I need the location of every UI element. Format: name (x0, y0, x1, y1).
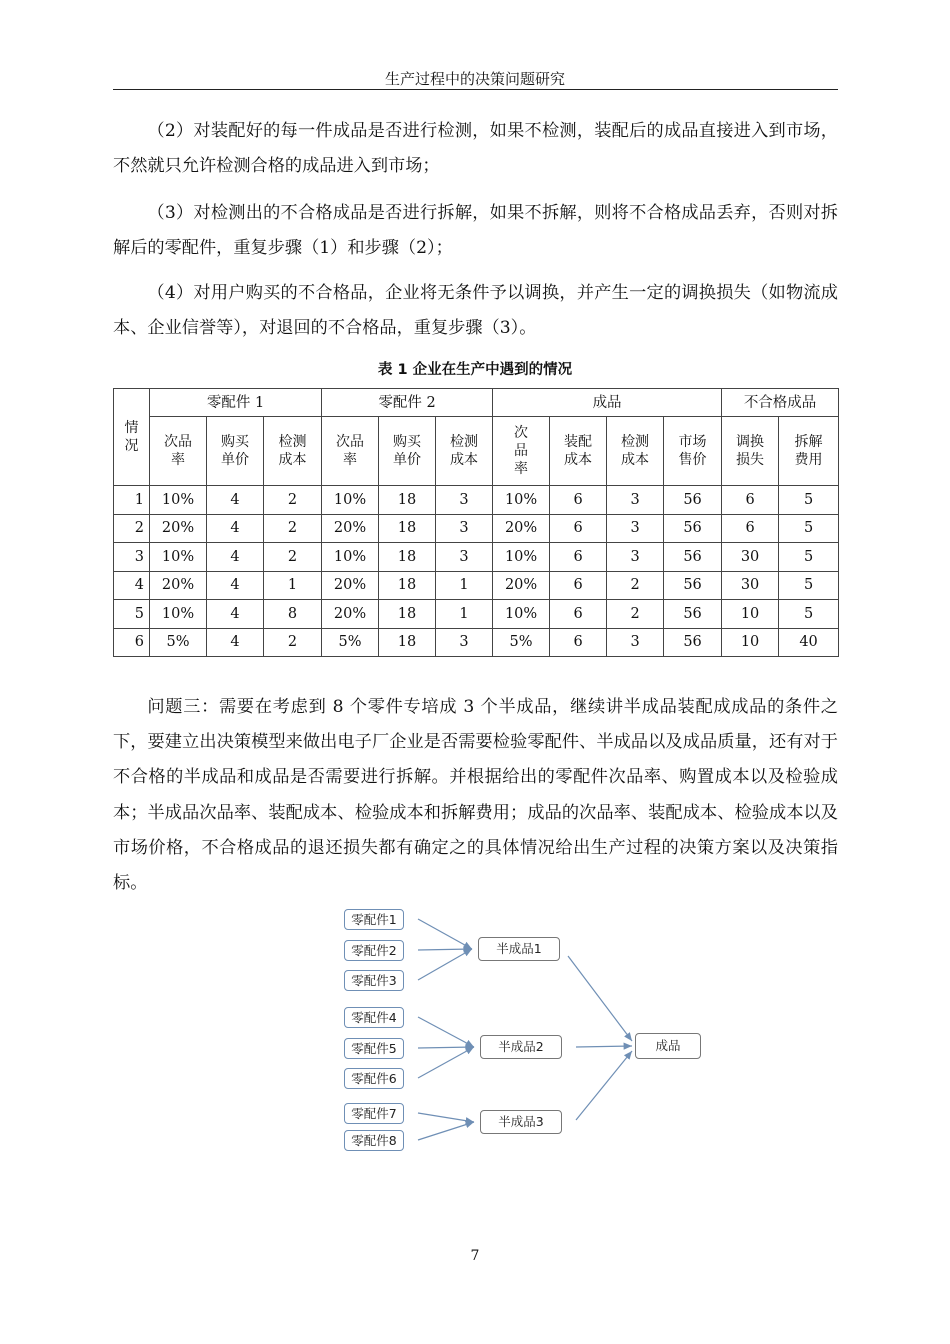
table-cell: 3 (436, 486, 493, 515)
arrow-part7-to-semi3 (418, 1113, 474, 1122)
table-row (114, 628, 839, 657)
table-cell: 5% (150, 628, 207, 657)
table-cell: 18 (379, 600, 436, 629)
group-header-part2: 零配件 2 (322, 389, 493, 417)
table-cell: 56 (664, 486, 722, 515)
table-cell: 3 (436, 514, 493, 543)
table-subheader-row (114, 417, 839, 486)
subheader-cell: 次品率 (150, 417, 207, 486)
table-cell: 18 (379, 543, 436, 572)
table-cell: 20% (322, 600, 379, 629)
part-node-3: 零配件3 (344, 970, 404, 991)
table-cell: 56 (664, 628, 722, 657)
table-row (114, 571, 839, 600)
table-cell: 4 (207, 543, 264, 572)
part-node-2: 零配件2 (344, 940, 404, 961)
table-cell: 5 (779, 571, 839, 600)
table-cell: 20% (322, 514, 379, 543)
table-cell: 6 (550, 628, 607, 657)
arrow-part1-to-semi1 (418, 919, 472, 949)
subheader-cell: 检测成本 (264, 417, 322, 486)
part-node-1: 零配件1 (344, 909, 404, 930)
paragraph-step-3: （3）对检测出的不合格成品是否进行拆解，如果不拆解，则将不合格成品丢弃，否则对拆解后的零配件，重复步骤（1）和步骤（2）； (113, 203, 838, 258)
table-cell: 4 (207, 600, 264, 629)
arrow-part2-to-semi1 (418, 949, 472, 950)
group-header-part1: 零配件 1 (150, 389, 322, 417)
table-cell: 20% (493, 571, 550, 600)
table-cell: 10% (150, 486, 207, 515)
table-cell: 1 (436, 600, 493, 629)
assembly-flow-diagram (330, 900, 720, 1160)
table-cell: 2 (264, 628, 322, 657)
part-node-5: 零配件5 (344, 1038, 404, 1059)
arrow-part6-to-semi2 (418, 1047, 474, 1078)
subheader-cell: 市场售价 (664, 417, 722, 486)
table-cell: 1 (264, 571, 322, 600)
table-cell: 5 (779, 514, 839, 543)
table-cell: 2 (264, 543, 322, 572)
subheader-cell: 次品率 (322, 417, 379, 486)
header-rule (113, 89, 838, 90)
table-cell: 56 (664, 600, 722, 629)
table-cell: 30 (722, 543, 779, 572)
subheader-cell: 装配成本 (550, 417, 607, 486)
semi-node-1: 半成品1 (478, 937, 560, 961)
table-cell: 30 (722, 571, 779, 600)
table-cell: 18 (379, 628, 436, 657)
table-cell: 20% (493, 514, 550, 543)
table-cell: 1 (436, 571, 493, 600)
table-cell: 3 (607, 514, 664, 543)
table-cell: 4 (207, 514, 264, 543)
table-cell: 20% (150, 514, 207, 543)
case-number-cell: 1 (114, 486, 150, 515)
table-cell: 40 (779, 628, 839, 657)
arrow-part4-to-semi2 (418, 1017, 474, 1047)
table-cell: 3 (607, 628, 664, 657)
table-cell: 4 (207, 628, 264, 657)
table-cell: 56 (664, 514, 722, 543)
arrow-semi3-to-product (576, 1051, 632, 1120)
table-cell: 3 (607, 486, 664, 515)
table-cell: 2 (264, 486, 322, 515)
table-cell: 5 (779, 600, 839, 629)
subheader-cell: 检测成本 (436, 417, 493, 486)
case-number-cell: 2 (114, 514, 150, 543)
semi-node-2: 半成品2 (480, 1035, 562, 1059)
case-header: 情况 (114, 389, 150, 486)
table-cell: 10% (493, 486, 550, 515)
table-cell: 5% (322, 628, 379, 657)
subheader-cell: 购买单价 (379, 417, 436, 486)
table-cell: 20% (322, 571, 379, 600)
table-cell: 5% (493, 628, 550, 657)
subheader-cell: 调换损失 (722, 417, 779, 486)
table-cell: 6 (550, 486, 607, 515)
table-cell: 20% (150, 571, 207, 600)
table-cell: 10 (722, 628, 779, 657)
semi-node-3: 半成品3 (480, 1110, 562, 1134)
product-node: 成品 (635, 1033, 701, 1059)
table-caption: 表 1 企业在生产中遇到的情况 (377, 362, 573, 378)
table-cell: 4 (207, 486, 264, 515)
table-cell: 3 (607, 543, 664, 572)
table-cell: 5 (779, 486, 839, 515)
table-cell: 5 (779, 543, 839, 572)
table-cell: 18 (379, 571, 436, 600)
paragraph-step-4: （4）对用户购买的不合格品，企业将无条件予以调换，并产生一定的调换损失（如物流成本、企业信誉等），对退回的不合格品，重复步骤（3）。 (113, 283, 838, 338)
part-node-6: 零配件6 (344, 1068, 404, 1089)
table-row (114, 600, 839, 629)
table-cell: 2 (607, 571, 664, 600)
table-row (114, 486, 839, 515)
part-node-7: 零配件7 (344, 1103, 404, 1124)
table-cell: 6 (722, 514, 779, 543)
case-number-cell: 3 (114, 543, 150, 572)
table-cell: 18 (379, 514, 436, 543)
table-row (114, 514, 839, 543)
table-cell: 3 (436, 543, 493, 572)
page-number: 7 (470, 1248, 480, 1264)
case-number-cell: 6 (114, 628, 150, 657)
case-number-cell: 5 (114, 600, 150, 629)
table-cell: 6 (550, 571, 607, 600)
arrow-semi2-to-product (576, 1046, 632, 1047)
table-cell: 10% (322, 543, 379, 572)
table-row (114, 543, 839, 572)
arrow-part5-to-semi2 (418, 1047, 474, 1048)
part-node-8: 零配件8 (344, 1130, 404, 1151)
subheader-cell: 次品率 (493, 417, 550, 486)
page-header-title: 生产过程中的决策问题研究 (384, 70, 565, 88)
table-cell: 8 (264, 600, 322, 629)
table-cell: 56 (664, 571, 722, 600)
group-header-product: 成品 (493, 389, 722, 417)
table-cell: 2 (264, 514, 322, 543)
table-cell: 6 (722, 486, 779, 515)
table-cell: 56 (664, 543, 722, 572)
table-cell: 6 (550, 600, 607, 629)
table-cell: 10% (493, 600, 550, 629)
paragraph-problem-3: 问题三：需要在考虑到 8 个零件专培成 3 个半成品，继续讲半成品装配成成品的条件之下，要建立出决策模型来做出电子厂企业是否需要检验零配件、半成品以及成品质量，还有对于不合格的半成品和成品是否需要进行拆解。并根据给出的零配件次品率、购置成本以及检验成本；半成品次品率、装配成本、检验成本和拆解费用；成品的次品率、装配成本、检验成本以及市场价格，不合格成品的退还损失都有确定之的具体情况给出生产过程的决策方案以及决策指标。 (113, 697, 838, 894)
table-cell: 3 (436, 628, 493, 657)
table-cell: 10% (150, 543, 207, 572)
arrow-part3-to-semi1 (418, 949, 472, 980)
group-header-defective: 不合格成品 (722, 389, 839, 417)
case-number-cell: 4 (114, 571, 150, 600)
part-node-4: 零配件4 (344, 1007, 404, 1028)
table-cell: 10% (150, 600, 207, 629)
subheader-cell: 拆解费用 (779, 417, 839, 486)
table-cell: 4 (207, 571, 264, 600)
table-cell: 10% (322, 486, 379, 515)
situations-table (113, 388, 839, 657)
table-cell: 10 (722, 600, 779, 629)
table-group-header-row (114, 389, 839, 417)
table-cell: 6 (550, 514, 607, 543)
subheader-cell: 购买单价 (207, 417, 264, 486)
arrow-semi1-to-product (568, 956, 632, 1041)
table-cell: 10% (493, 543, 550, 572)
table-cell: 2 (607, 600, 664, 629)
table-cell: 6 (550, 543, 607, 572)
paragraph-step-2: （2）对装配好的每一件成品是否进行检测，如果不检测，装配后的成品直接进入到市场，不然就只允许检测合格的成品进入到市场； (113, 121, 838, 176)
arrow-part8-to-semi3 (418, 1122, 474, 1140)
subheader-cell: 检测成本 (607, 417, 664, 486)
table-cell: 18 (379, 486, 436, 515)
